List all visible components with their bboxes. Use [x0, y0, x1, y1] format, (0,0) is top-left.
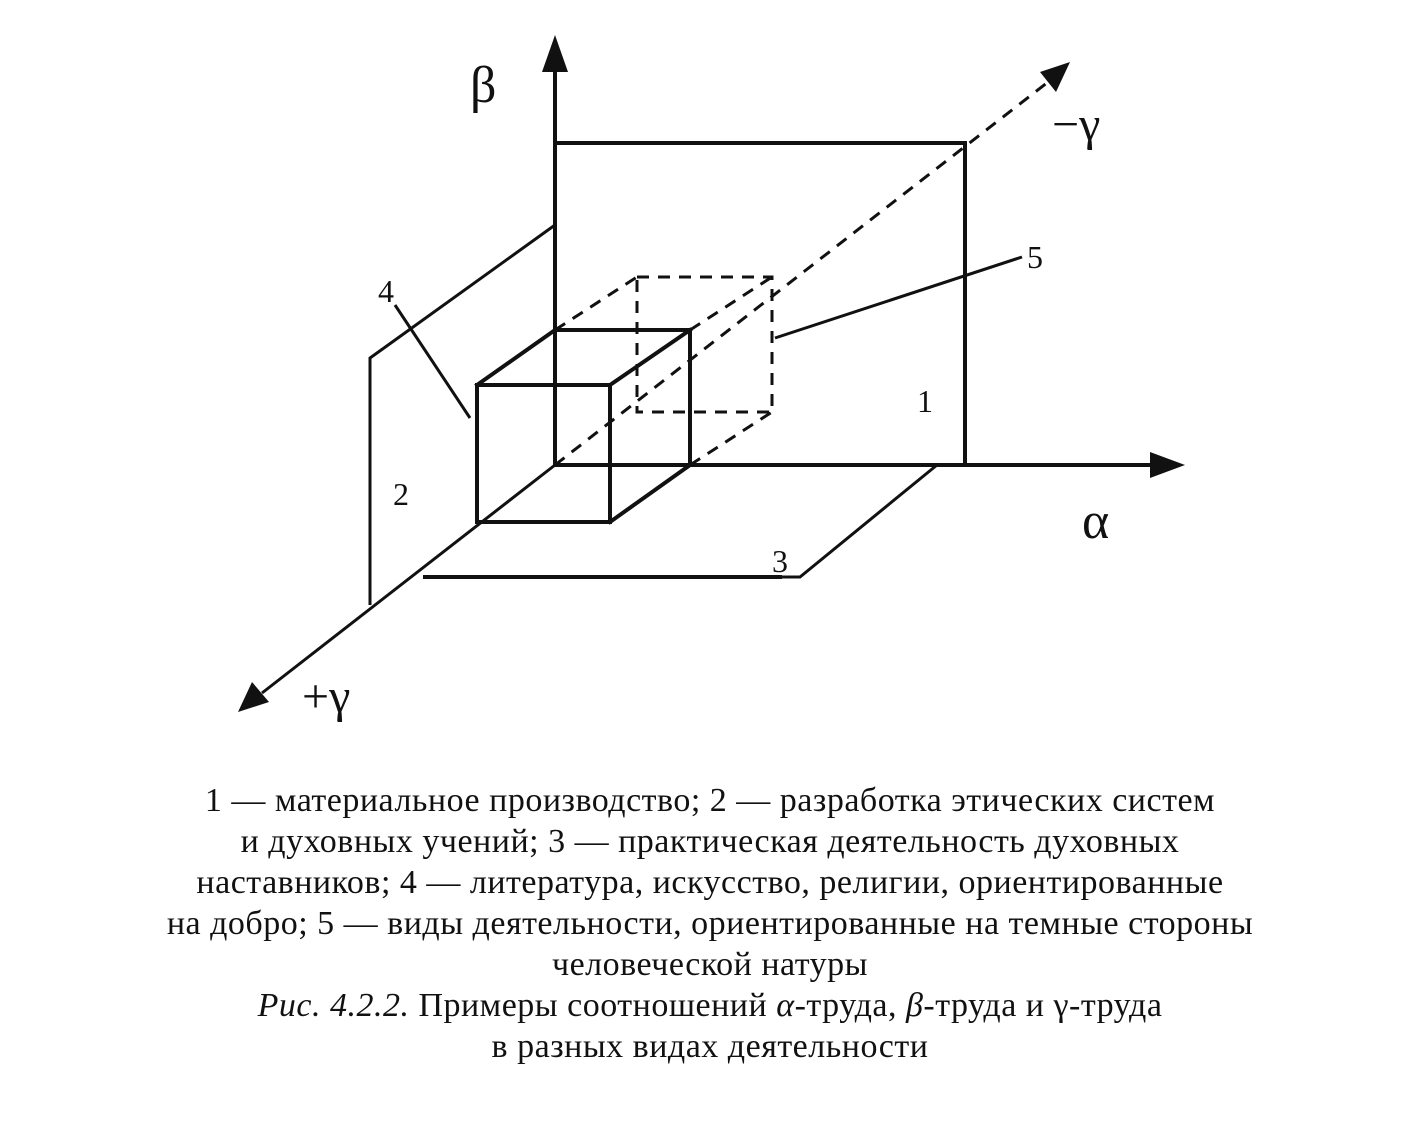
marker-2: 2 — [393, 476, 409, 512]
leader-4 — [395, 305, 470, 418]
figure-title-alpha: α — [776, 987, 795, 1024]
figure-title-part1: Примеры соотношений — [418, 987, 777, 1024]
figure-caption — [0, 780, 1420, 1067]
figure-label: Рис. 4.2.2. — [257, 987, 410, 1024]
legend-line: и духовных учений; 3 — практическая деятельность духовных — [240, 823, 1180, 860]
figure-title-part3: -труда и γ-труда — [923, 987, 1163, 1024]
cube-4 — [477, 330, 690, 522]
figure-title — [0, 985, 1420, 1026]
figure-title-line2: в разных видах деятельности — [491, 1028, 929, 1065]
alpha-axis-arrowhead — [1150, 452, 1185, 478]
plus-gamma-label: +γ — [302, 670, 351, 723]
beta-axis-arrowhead — [542, 35, 568, 72]
legend-line: человеческой натуры — [551, 946, 869, 983]
beta-axis-label: β — [470, 57, 497, 114]
marker-3: 3 — [772, 543, 788, 579]
legend-line: наставников; 4 — литература, искусство, религии, ориентированные — [196, 864, 1224, 901]
cube-5 — [555, 277, 772, 465]
marker-4: 4 — [378, 273, 394, 309]
legend-line: на добро; 5 — виды деятельности, ориентированные на темные стороны — [166, 905, 1254, 942]
marker-5: 5 — [1027, 239, 1043, 275]
figure-title-part2: -труда, — [794, 987, 906, 1024]
leader-5 — [775, 257, 1022, 338]
minus-gamma-label: −γ — [1052, 98, 1101, 151]
marker-1: 1 — [917, 383, 933, 419]
minus-gamma-arrowhead — [1040, 62, 1070, 92]
figure-title-beta: β — [905, 987, 924, 1024]
plus-gamma-arrowhead — [238, 682, 269, 712]
legend-line: 1 — материальное производство; 2 — разработка этических систем — [204, 782, 1216, 819]
plane-2-outline — [370, 225, 555, 605]
alpha-axis-label: α — [1082, 493, 1110, 550]
